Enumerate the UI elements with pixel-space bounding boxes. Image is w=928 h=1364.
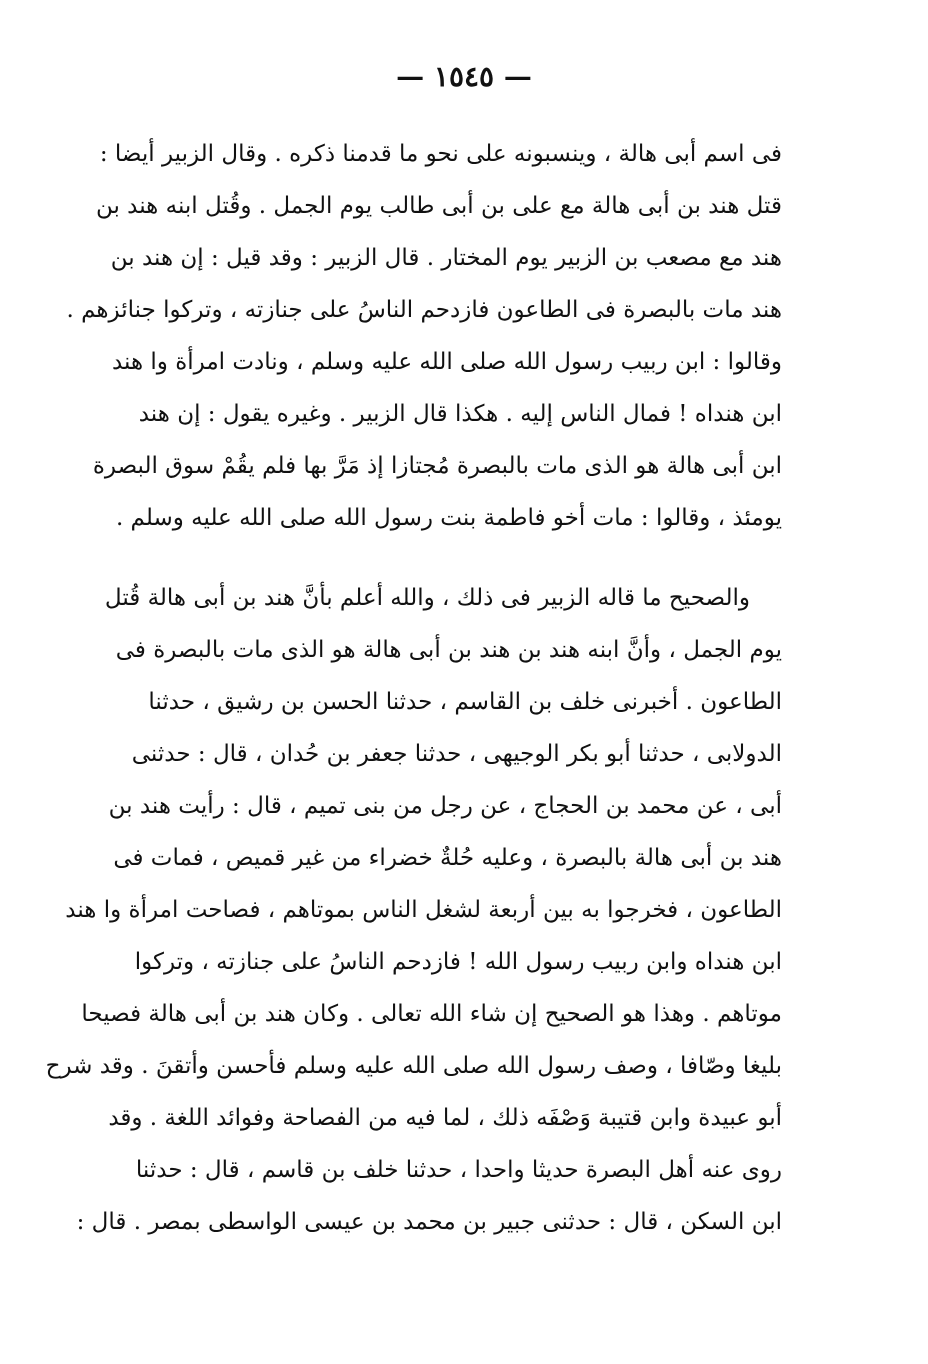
text-line: هند مع مصعب بن الزبير يوم المختار . قال الزبير : وقد قيل : إن هند بن xyxy=(110,245,782,271)
paragraph-2 xyxy=(45,572,782,1248)
text-line: بليغا وصّافا ، وصف رسول الله صلى الله عليه وسلم فأحسن وأتقنَ . وقد شرح xyxy=(45,1053,782,1079)
text-line: والصحيح ما قاله الزبير فى ذلك ، والله أعلم بأنَّ هند بن أبى هالة قُتل xyxy=(104,585,750,611)
text-line: الطاعون ، فخرجوا به بين أربعة لشغل الناس بموتاهم ، فصاحت امرأة وا هند xyxy=(65,897,782,923)
paragraph-1 xyxy=(66,128,782,544)
text-line: ابن هنداه وابن ربيب رسول الله ! فازدحم الناسُ على جنازته ، وتركوا xyxy=(134,949,782,975)
text-line: ابن أبى هالة هو الذى مات بالبصرة مُجتازا إذ مَرَّ بها فلم يقُمْ سوق البصرة xyxy=(92,453,782,479)
text-line: الطاعون . أخبرنى خلف بن القاسم ، حدثنا الحسن بن رشيق ، حدثنا xyxy=(148,689,782,715)
text-line: ابن هنداه ! فمال الناس إليه . هكذا قال الزبير . وغيره يقول : إن هند xyxy=(138,401,782,427)
text-line: يوم الجمل ، وأنَّ ابنه هند بن هند بن أبى هالة هو الذى مات بالبصرة فى xyxy=(115,637,782,663)
text-line: موتاهم . وهذا هو الصحيح إن شاء الله تعالى . وكان هند بن أبى هالة فصيحا xyxy=(81,1001,782,1027)
text-line: هند بن أبى هالة بالبصرة ، وعليه حُلةٌ خضراء من غير قميص ، فمات فى xyxy=(113,845,782,871)
text-line: الدولابى ، حدثنا أبو بكر الوجيهى ، حدثنا جعفر بن حُدان ، قال : حدثنى xyxy=(131,741,782,767)
text-line: قتل هند بن أبى هالة مع على بن أبى طالب يوم الجمل . وقُتل ابنه هند بن xyxy=(95,193,782,219)
text-line: فى اسم أبى هالة ، وينسبونه على نحو ما قدمنا ذكره . وقال الزبير أيضا : xyxy=(99,141,782,167)
text-line: أبى ، عن محمد بن الحجاج ، عن رجل من بنى تميم ، قال : رأيت هند بن xyxy=(108,793,782,819)
text-line: هند مات بالبصرة فى الطاعون فازدحم الناسُ على جنازته ، وتركوا جنائزهم . xyxy=(66,297,782,323)
page-number: — ١٥٤٥ — xyxy=(396,60,532,93)
text-line: وقالوا : ابن ربيب رسول الله صلى الله عليه وسلم ، ونادت امرأة وا هند xyxy=(111,349,782,375)
text-line: أبو عبيدة وابن قتيبة وَصْفَه ذلك ، لما فيه من الفصاحة وفوائد اللغة . وقد xyxy=(108,1105,782,1131)
text-line: روى عنه أهل البصرة حديثا واحدا ، حدثنا خلف بن قاسم ، قال : حدثنا xyxy=(135,1157,782,1183)
text-line: ابن السكن ، قال : حدثنى جبير بن محمد بن عيسى الواسطى بمصر . قال : xyxy=(76,1209,782,1235)
text-line: يومئذ ، وقالوا : مات أخو فاطمة بنت رسول الله صلى الله عليه وسلم . xyxy=(115,505,782,531)
